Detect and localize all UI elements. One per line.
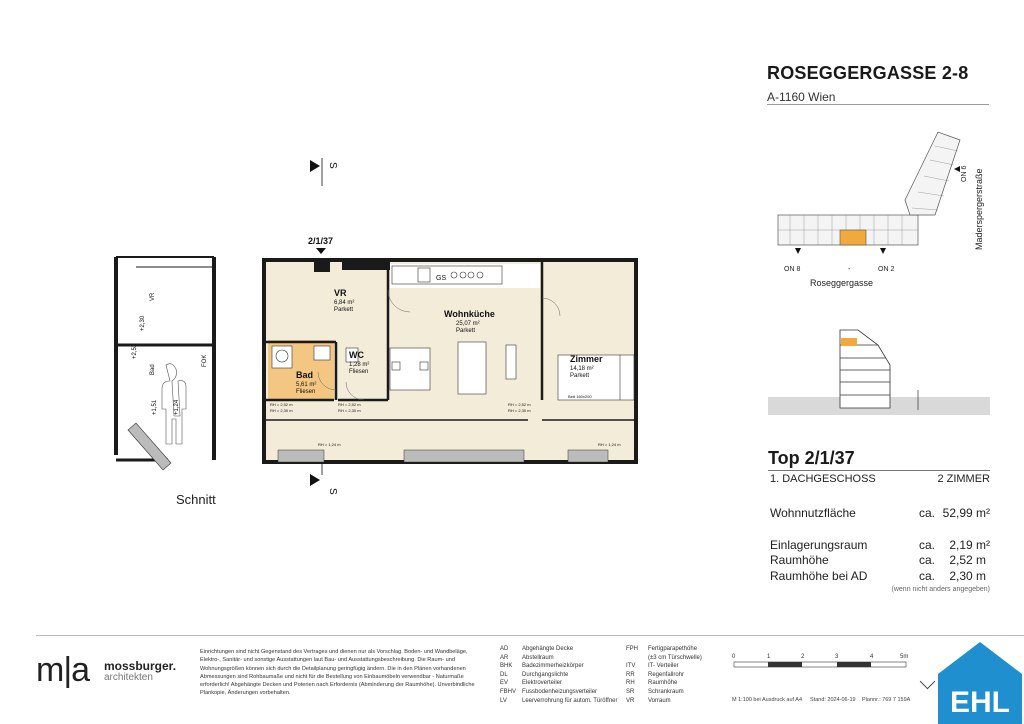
abbr-item: EV Elektroverteiler [500,680,563,687]
unit-section-highlight [841,338,857,346]
height-note: (wenn nicht anders angegeben) [891,586,990,593]
room-wc-name: WC [349,350,364,360]
bed-label: Bett 160x200 [568,394,592,399]
label-on8: ON 8 [784,266,801,273]
abbr-item: SR Schrankraum [626,688,684,695]
section-arrow-icon [310,160,320,172]
rh-label: RH = 2,52 m [508,402,531,407]
room-wohnkueche-floor: Parkett [456,328,476,334]
room-zimmer-area: 14,18 m² [570,366,594,372]
abbreviations-col1 [500,645,618,705]
height-ad-value: 2,30 m [949,569,986,583]
height-ad-label: Raumhöhe bei AD [770,569,868,583]
architect-subtitle: architekten [104,672,153,683]
rh-label: RH = 1,24 m [318,442,341,447]
abbr-item: FBHV Fussbodenheizungsverteiler [500,688,598,695]
floor-plan [258,150,642,495]
rh-label: RH = 1,24 m [598,442,621,447]
room-vr-floor: Parkett [334,307,354,313]
architect-logo: m|a [36,651,90,689]
room-wc-floor: Fliesen [349,369,369,375]
date-note: Stand: 2024-06-19 [810,697,856,703]
rh-label: RH = 2,30 m [270,408,293,413]
abbr-item: LV Leerverrohrung für autom. Türöffner [500,697,618,704]
abbr-item: AD Abgehängte Decke [500,646,574,652]
section-vr-label: VR [150,292,156,301]
street-roseggergasse: Roseggergasse [810,278,874,288]
architect-name: mossburger. [104,659,177,673]
room-vr-name: VR [334,288,347,298]
room-zimmer-floor: Parkett [570,373,590,379]
scale-tick-label: 5m [900,654,909,660]
height-ad-prefix: ca. [919,569,936,583]
header-divider [767,104,989,105]
ehl-logo [938,640,1022,724]
unit-title: Top 2/1/37 [768,448,855,468]
storage-prefix: ca. [919,538,936,552]
storage-label: Einlagerungsraum [770,538,868,552]
abbr-item: VR Vorraum [626,697,671,704]
label-on2: ON 2 [878,266,895,273]
disclaimer-text: Einrichtungen sind nicht Gegenstand des Vertrages und dienen nur als Vorschlag. Boden- und Wandbeläge, Elektro-, Sanitär- und sonstige Ausstattungen laut Bau- und Ausstattungsbeschreibung. Die Raum- und Wohnungsgrößen können sich durch die Detailplanung geringfügig ändern. Die in den Plänen vorhandenen Abmessungen sind Rohbaumaße und nicht für die Bestellung von Einbaumöbeln verwendbar - Naturmaße erforderlich! Abgehängte Decken und Poterien nach Erfordernis (Abminderung der Raumhöhe). Unverbindliche Plankopie, Änderungen vorbehalten. [200,649,475,697]
abbr-item: AR Abstellraum [500,654,554,661]
abbr-item: (±3 cm Türschwelle) [648,654,702,661]
abbr-item: FPH Fertigparapethöhe [626,646,698,652]
living-area-label: Wohnnutzfläche [770,506,856,520]
height-prefix: ca. [919,553,936,567]
unit-plan-label: 2/1/37 [308,236,334,246]
entry-arrow-icon [316,248,326,254]
height-label: Raumhöhe [770,553,829,567]
building-section [768,320,990,415]
street-maderspergerstrasse: Maderspergerstraße [974,168,984,250]
scale-tick-label: 2 [801,654,805,660]
scale-bar [730,652,915,682]
abbr-item: BHK Badezimmerheizkörper [500,663,584,670]
scale-tick-label: 4 [870,654,874,660]
room-wc-area: 1,28 m² [349,362,370,368]
section-marker-bottom: S [327,488,338,495]
section-bad-label: Bad [150,364,156,375]
abbreviations-col2 [626,645,702,705]
living-area-prefix: ca. [919,506,936,520]
room-bad-name: Bad [296,370,314,380]
height-value: 2,52 m [949,553,986,567]
section-label: Schnitt [176,492,216,507]
unit-highlight [840,230,866,245]
section-height-2: +2,52 [132,343,138,359]
ehl-text: EHL [950,686,1010,719]
storage-value: 2,19 m² [949,538,990,552]
abbr-item: RR Regenfallrohr [626,671,685,678]
floor-label: 1. DACHGESCHOSS [770,473,876,485]
living-area-value: 52,99 m² [942,506,990,520]
abbr-item: DL Durchgangslichte [500,671,569,678]
plan-number: Plannr.: 769 7 159A [862,697,911,703]
scale-note: M 1:100 bei Ausdruck auf A4 [732,697,803,703]
section-height-4: +1,24 [174,399,180,415]
unit-divider [768,470,990,471]
room-zimmer-name: Zimmer [570,354,603,364]
rh-label: RH = 2,30 m [508,408,531,413]
room-wohnkueche-name: Wohnküche [444,309,495,319]
abbr-item: RH Raumhöhe [626,680,678,687]
scale-tick-label: 1 [767,654,771,660]
room-bad-area: 5,61 m² [296,382,317,388]
north-arrow-icon [920,674,936,690]
scale-tick-label: 0 [732,654,736,660]
rh-label: RH = 2,52 m [338,402,361,407]
room-wohnkueche-area: 25,07 m² [456,321,480,327]
room-vr-area: 6,84 m² [334,300,355,306]
section-arrow-icon [310,474,320,486]
footer-divider [36,635,1024,636]
section-height-3: +1,51 [152,399,158,415]
entrance-marker-icon [880,248,886,254]
section-fok-label: FOK [202,354,208,367]
site-plan [760,120,990,300]
section-marker-top: S [327,162,338,169]
room-bad-floor: Fliesen [296,389,316,395]
gs-label: GS [436,275,447,282]
rh-label: RH = 2,52 m [270,402,293,407]
cross-section [108,255,223,475]
label-dash: - [848,266,851,273]
rooms-label: 2 ZIMMER [937,473,990,485]
label-on6: ON 6 [961,165,968,182]
entrance-marker-icon [954,166,960,172]
scale-tick-label: 3 [835,654,839,660]
abbr-item: ITV IT- Verteiler [626,663,679,670]
entrance-marker-icon [795,248,801,254]
rh-label: RH = 2,30 m [338,408,361,413]
section-height-1: +2,30 [140,315,146,331]
project-address: A-1160 Wien [767,90,836,104]
project-title: ROSEGGERGASSE 2-8 [767,63,969,83]
